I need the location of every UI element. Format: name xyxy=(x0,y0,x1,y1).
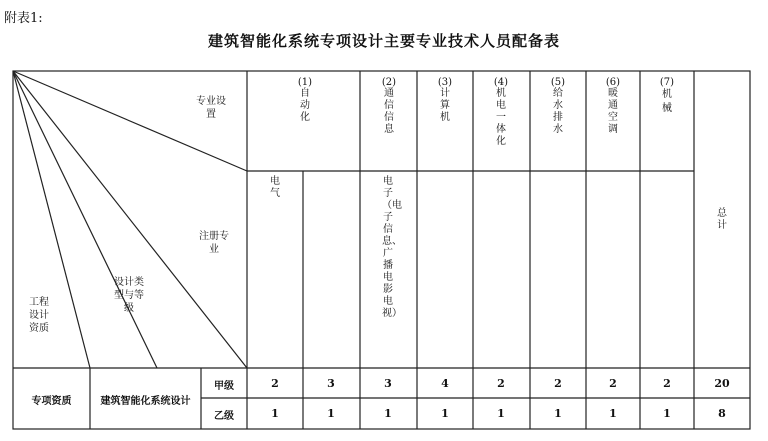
specialty-setting-label: 专业设置 xyxy=(196,96,226,120)
specialty-name: 暖通空调 xyxy=(608,88,618,135)
grade-b-label: 乙级 xyxy=(214,411,234,422)
specialty-number: (3) xyxy=(437,77,453,88)
qualification-label: 工程设计资质 xyxy=(29,297,49,334)
specialty-number: (1) xyxy=(297,77,313,88)
specialty-number: (2) xyxy=(381,77,397,88)
grade-a-value: 3 xyxy=(327,377,335,390)
grade-a-value: 2 xyxy=(609,377,617,390)
special-qualification-label: 专项资质 xyxy=(31,396,72,407)
specialty-number: (6) xyxy=(605,77,621,88)
grade-a-value: 2 xyxy=(554,377,562,390)
grade-b-value: 1 xyxy=(271,407,279,420)
grade-a-value: 2 xyxy=(271,377,279,390)
specialty-name: 自动化 xyxy=(300,88,310,123)
grade-b-value: 1 xyxy=(609,407,617,420)
specialty-number: (4) xyxy=(493,77,509,88)
grade-b-total: 8 xyxy=(718,407,726,420)
grade-a-value: 4 xyxy=(441,377,449,390)
grade-a-value: 3 xyxy=(384,377,392,390)
grade-b-value: 1 xyxy=(663,407,671,420)
specialty-name: 通信信息 xyxy=(384,88,394,135)
registered-electric: 电气 xyxy=(270,176,280,199)
specialty-number: (7) xyxy=(659,77,675,88)
registered-specialty-label: 注册专业 xyxy=(199,231,229,255)
grade-a-total: 20 xyxy=(714,377,730,390)
system-design-label: 建筑智能化系统设计 xyxy=(100,396,191,407)
grade-b-value: 1 xyxy=(327,407,335,420)
specialty-name: 给水排水 xyxy=(553,88,563,135)
specialty-number: (5) xyxy=(550,77,566,88)
appendix-label: 附表1: xyxy=(4,11,43,26)
specialty-name: 机电一体化 xyxy=(496,88,506,147)
design-type-grade-label: 设计类型与等级 xyxy=(114,277,144,314)
page-title: 建筑智能化系统专项设计主要专业技术人员配备表 xyxy=(207,32,560,50)
grade-b-value: 1 xyxy=(441,407,449,420)
grade-a-label: 甲级 xyxy=(214,381,234,392)
grade-a-value: 2 xyxy=(497,377,505,390)
specialty-name: 计算机 xyxy=(440,88,450,123)
specialty-name: 机 械 xyxy=(662,89,672,114)
total-label: 总计 xyxy=(717,208,727,231)
grade-b-value: 1 xyxy=(554,407,562,420)
registered-electronic: 电子（电子信息、广播电影电视） xyxy=(382,176,402,319)
grade-b-value: 1 xyxy=(384,407,392,420)
grade-b-value: 1 xyxy=(497,407,505,420)
grade-a-value: 2 xyxy=(663,377,671,390)
